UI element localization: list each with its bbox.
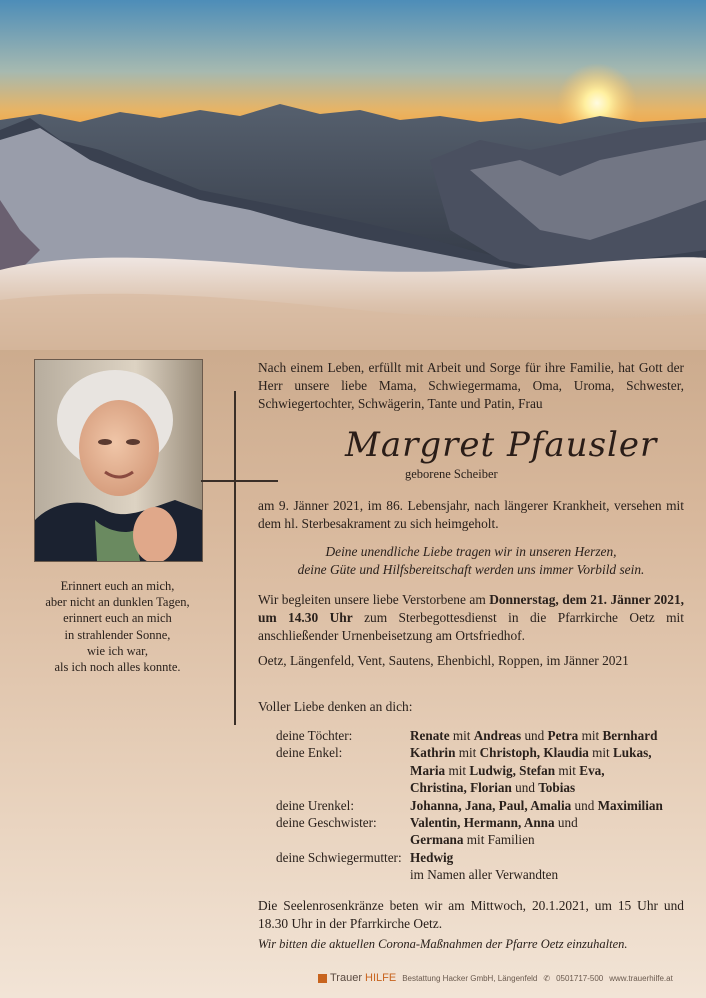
footer-company: Bestattung Hacker GmbH, Längenfeld [402, 973, 538, 983]
family-names [410, 797, 663, 814]
family-name: Petra [547, 728, 579, 743]
family-name: Christoph, Klaudia [479, 745, 589, 761]
poem-line: wie ich war, [87, 643, 148, 658]
hero-mountain-sunset [0, 0, 706, 350]
relatives-line: im Namen aller Verwandten [410, 867, 559, 883]
death-notice: am 9. Jänner 2021, im 86. Lebensjahr, nach längerer Krankheit, versehen mit dem hl. Sterbesakrament zu sich heimgeholt. [258, 498, 684, 531]
family-names [410, 744, 652, 761]
cross-horizontal-line [201, 480, 278, 482]
poem-line: als ich noch alles konnte. [54, 660, 181, 675]
quote-line: Deine unendliche Liebe tragen wir in unseren Herzen, [325, 544, 617, 559]
family-name: Renate [410, 728, 450, 743]
connector-text: und [554, 814, 578, 830]
relation-label: deine Töchter: [276, 728, 353, 743]
family-names [410, 849, 453, 866]
poem-line: aber nicht an dunklen Tagen, [45, 595, 190, 610]
family-name: Bernhard [602, 728, 658, 743]
connector-text: mit [449, 728, 474, 743]
phone-icon: ✆ [543, 973, 551, 983]
funeral-text: zum Sterbegottesdienst in die Pfarrkirche Oetz mit anschließender Urnenbeisetzung am Ortsfriedhof. [258, 610, 684, 643]
connector-text: und [511, 780, 539, 796]
memory-heading: Voller Liebe denken an dich: [258, 699, 413, 714]
memorial-quote [258, 543, 684, 579]
cross-vertical-line [234, 391, 236, 725]
trauerhilfe-logo [318, 972, 396, 984]
connector-text: mit [578, 728, 603, 743]
family-names [410, 762, 605, 779]
connector-text: mit [445, 762, 470, 778]
family-names [410, 814, 578, 831]
logo-square-icon [318, 974, 327, 983]
family-name: Andreas [473, 728, 522, 743]
logo-text-a: Trauer [330, 972, 362, 984]
relation-label: deine Geschwister: [276, 814, 377, 830]
memorial-poem [20, 578, 215, 675]
family-name: Maximilian [597, 797, 663, 813]
rosary-paragraph: Die Seelenrosenkränze beten wir am Mittwoch, 20.1.2021, um 15 Uhr und 18.30 Uhr in der Pfarrkirche Oetz. [258, 898, 684, 931]
logo-text-b: HILFE [365, 972, 397, 984]
connector-text: mit [455, 745, 480, 761]
connector-text: mit [588, 745, 614, 761]
family-name: Germana [410, 832, 464, 848]
deceased-name: Margret Pfausler [345, 425, 658, 465]
connector-text: und [571, 797, 598, 813]
poem-line: in strahlender Sonne, [64, 627, 171, 642]
footer [318, 972, 673, 984]
funeral-date: Donnerstag, dem 21. Jänner 2021, um 14.30 Uhr [258, 592, 684, 625]
family-name: Valentin, Hermann, Anna [410, 814, 555, 830]
poem-line: Erinnert euch an mich, [60, 579, 175, 593]
family-names [410, 727, 657, 744]
intro-paragraph: Nach einem Leben, erfüllt mit Arbeit und Sorge für ihre Familie, hat Gott der Herr unsere liebe Mama, Schwiegermama, Oma, Uroma, Schwester, Schwiegertochter, Schwägerin, Tante und Patin, Frau [258, 360, 684, 411]
footer-web[interactable]: www.trauerhilfe.at [609, 973, 673, 983]
places-line: Oetz, Längenfeld, Vent, Sautens, Ehenbichl, Roppen, im Jänner 2021 [258, 653, 629, 668]
family-name: Eva, [579, 762, 605, 778]
family-names [410, 831, 535, 848]
footer-phone: 0501717-500 [556, 973, 604, 983]
maiden-name: geborene Scheiber [405, 467, 498, 481]
family-name: Johanna, Jana, Paul, Amalia [410, 797, 572, 813]
relation-label: deine Schwiegermutter: [276, 849, 402, 865]
family-name: Christina, Florian [410, 780, 512, 796]
connector-text: und [521, 728, 548, 743]
funeral-paragraph [258, 591, 684, 645]
family-name: Kathrin [410, 745, 456, 761]
relation-label: deine Enkel: [276, 745, 343, 761]
family-name: Tobias [538, 780, 576, 796]
family-name: Ludwig, Stefan [469, 762, 556, 778]
portrait-photo [34, 359, 203, 562]
connector-text: mit Familien [463, 832, 535, 848]
family-names [410, 779, 575, 796]
funeral-text: Wir begleiten unsere liebe Verstorbene am [258, 592, 490, 607]
quote-line: deine Güte und Hilfsbereitschaft werden uns immer Vorbild sein. [297, 562, 645, 577]
family-name: Lukas, [613, 745, 652, 761]
family-name: Maria [410, 762, 446, 778]
poem-line: erinnert euch an mich [63, 611, 172, 626]
connector-text: mit [555, 762, 580, 778]
relation-label: deine Urenkel: [276, 797, 354, 813]
family-name: Hedwig [410, 849, 454, 865]
corona-notice: Wir bitten die aktuellen Corona-Maßnahmen der Pfarre Oetz einzuhalten. [258, 937, 628, 951]
